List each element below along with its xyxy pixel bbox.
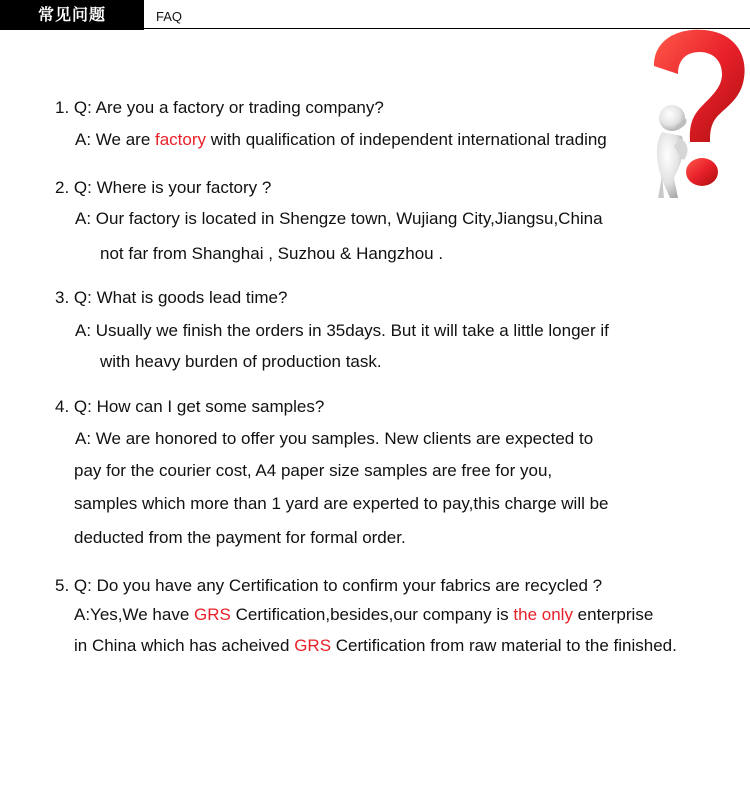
header-title-en: FAQ — [156, 9, 183, 24]
faq-q5-answer-line1: A:Yes,We have GRS Certification,besides,our company is the only enterprise — [74, 605, 654, 624]
highlight-factory: factory — [155, 130, 207, 149]
faq-q4-question: 4. Q: How can I get some samples? — [55, 397, 325, 416]
faq-q5-answer-line2: in China which has acheived GRS Certification from raw material to the finished. — [74, 636, 677, 655]
faq-q2-answer-line2: not far from Shanghai , Suzhou & Hangzhou . — [100, 244, 444, 263]
faq-q2-answer-line1: A: Our factory is located in Shengze town, Wujiang City,Jiangsu,China — [75, 209, 603, 228]
question-mark-thinker-icon — [644, 26, 748, 200]
header-bar — [0, 0, 750, 30]
faq-q3-answer-line1: A: Usually we finish the orders in 35days. But it will take a little longer if — [75, 321, 609, 340]
faq-q4-answer-line2: pay for the courier cost, A4 paper size samples are free for you, — [74, 461, 553, 480]
header-title-cn: 常见问题 — [0, 0, 144, 30]
faq-q4-answer-line1: A: We are honored to offer you samples. New clients are expected to — [75, 429, 594, 448]
faq-q3-question: 3. Q: What is goods lead time? — [55, 288, 288, 307]
faq-q1-question: 1. Q: Are you a factory or trading company? — [55, 98, 384, 117]
highlight-the-only: the only — [513, 605, 573, 624]
highlight-grs: GRS — [194, 605, 231, 624]
faq-q5-question: 5. Q: Do you have any Certification to confirm your fabrics are recycled ? — [55, 576, 603, 595]
faq-q4-answer-line3: samples which more than 1 yard are experted to pay,this charge will be — [74, 494, 609, 513]
faq-q2-question: 2. Q: Where is your factory ? — [55, 178, 272, 197]
faq-q4-answer-line4: deducted from the payment for formal order. — [74, 528, 406, 547]
faq-q1-answer: A: We are factory with qualification of independent international trading — [75, 130, 607, 149]
highlight-grs: GRS — [294, 636, 332, 655]
faq-q3-answer-line2: with heavy burden of production task. — [100, 352, 382, 371]
